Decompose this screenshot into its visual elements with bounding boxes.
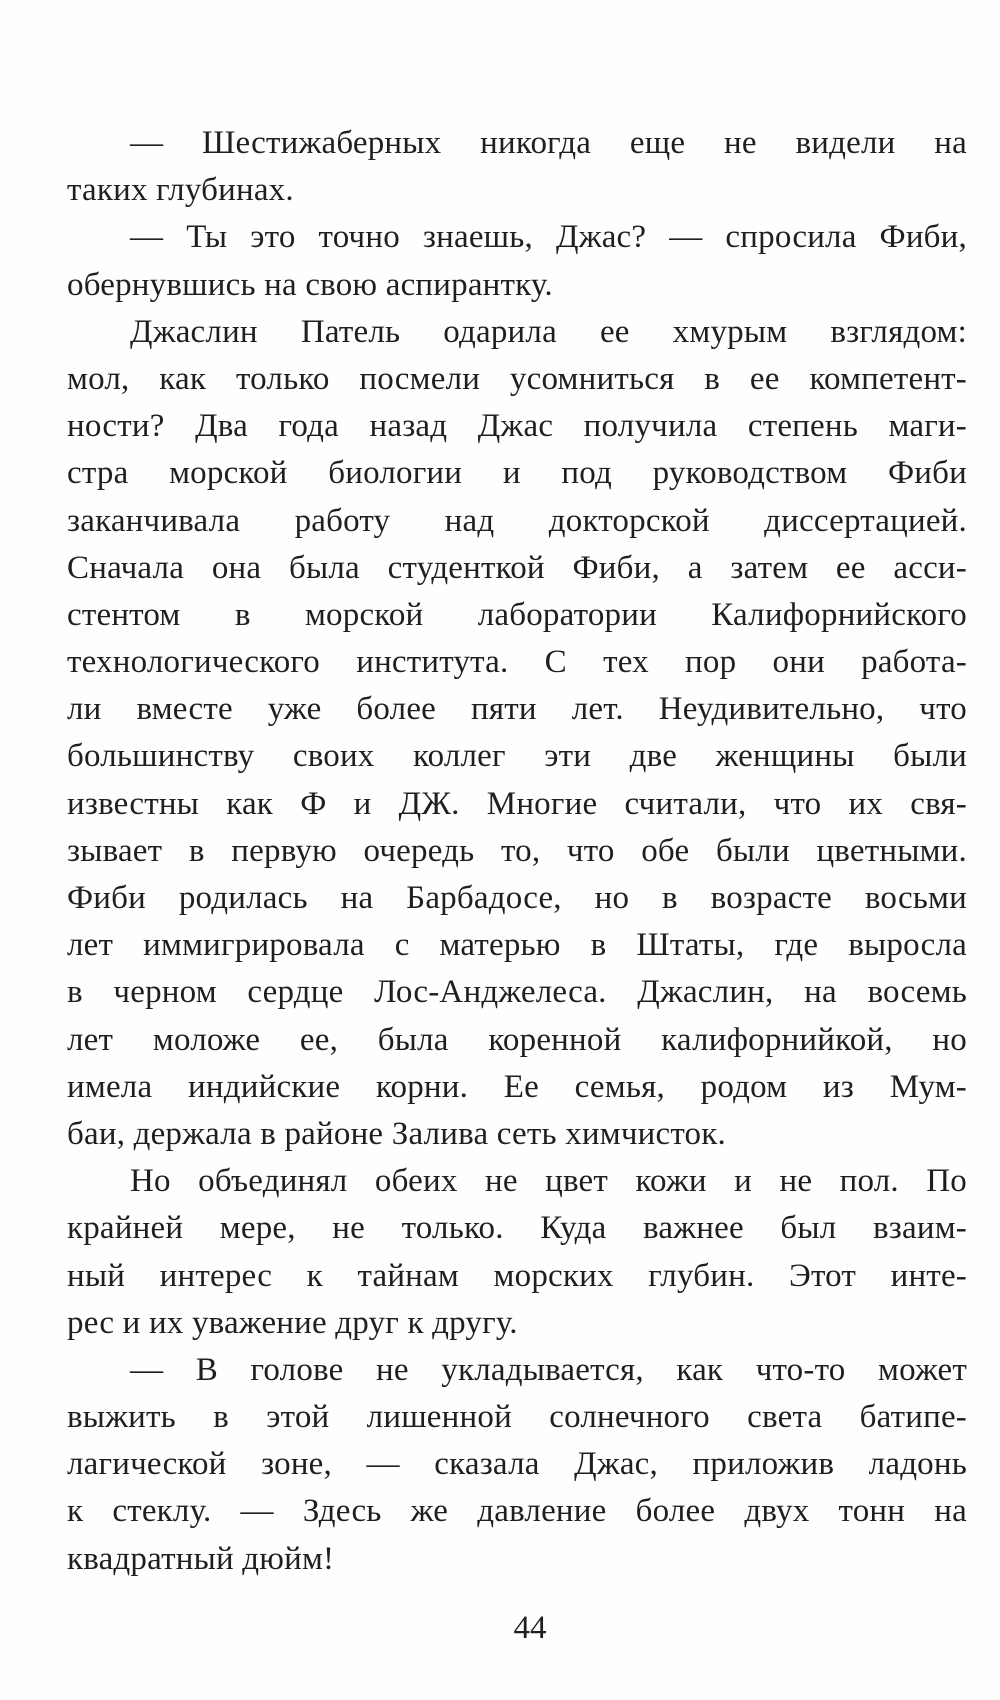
text-line: ли вместе уже более пяти лет. Неудивительно, что	[67, 691, 967, 728]
text-line: ный интерес к тайнам морских глубин. Этот инте-	[67, 1257, 967, 1294]
text-line: крайней мере, не только. Куда важнее был взаим-	[67, 1210, 967, 1247]
text-line: имела индийские корни. Ее семья, родом из Мум-	[67, 1068, 967, 1105]
text-line: таких глубинах.	[67, 172, 294, 209]
text-line: лагической зоне, — сказала Джас, приложив ладонь	[67, 1446, 967, 1483]
text-line: технологического института. С тех пор они работа-	[67, 644, 967, 681]
text-line: известны как Ф и ДЖ. Многие считали, что их свя-	[67, 785, 967, 822]
text-line: баи, держала в районе Залива сеть химчисток.	[67, 1115, 726, 1152]
text-line: Сначала она была студенткой Фиби, а затем ее асси-	[67, 549, 967, 586]
text-line: — Шестижаберных никогда еще не видели на	[130, 125, 967, 161]
text-line: — Ты это точно знаешь, Джас? — спросила Фиби,	[130, 219, 967, 256]
page-number: 44	[513, 1610, 547, 1646]
text-line: рес и их уважение друг к другу.	[67, 1304, 518, 1341]
text-line: — В голове не укладывается, как что-то может	[130, 1351, 967, 1388]
paragraph-1	[67, 120, 967, 214]
text-line: Но объединял обеих не цвет кожи и не пол. По	[130, 1163, 967, 1200]
paragraph-5	[67, 1347, 967, 1583]
paragraph-4	[67, 1158, 967, 1347]
paragraph-2	[67, 214, 967, 308]
text-line: к стеклу. — Здесь же давление более двух тонн на	[67, 1493, 967, 1530]
text-line: выжить в этой лишенной солнечного света батипе-	[67, 1399, 967, 1436]
text-line: обернувшись на свою аспирантку.	[67, 266, 553, 303]
text-line: заканчивала работу над докторской диссертацией.	[67, 502, 967, 539]
text-line: лет иммигрировала с матерью в Штаты, где выросла	[67, 927, 967, 964]
text-line: стентом в морской лаборатории Калифорнийского	[67, 596, 967, 633]
text-line: стра морской биологии и под руководством Фиби	[67, 455, 967, 492]
text-line: квадратный дюйм!	[67, 1540, 335, 1577]
text-line: в черном сердце Лос-Анджелеса. Джаслин, на восемь	[67, 974, 967, 1011]
text-line: большинству своих коллег эти две женщины были	[67, 738, 967, 775]
text-line: мол, как только посмели усомниться в ее компетент-	[67, 360, 967, 397]
text-line: Джаслин Патель одарила ее хмурым взглядом:	[130, 313, 967, 350]
text-line: зывает в первую очередь то, что обе были цветными.	[67, 832, 967, 869]
text-line: лет моложе ее, была коренной калифорнийкой, но	[67, 1021, 967, 1058]
text-line: ности? Два года назад Джас получила степень маги-	[67, 408, 967, 445]
text-line: Фиби родилась на Барбадосе, но в возрасте восьми	[67, 880, 967, 916]
page-body-text	[67, 120, 967, 1583]
paragraph-3	[67, 309, 967, 1158]
